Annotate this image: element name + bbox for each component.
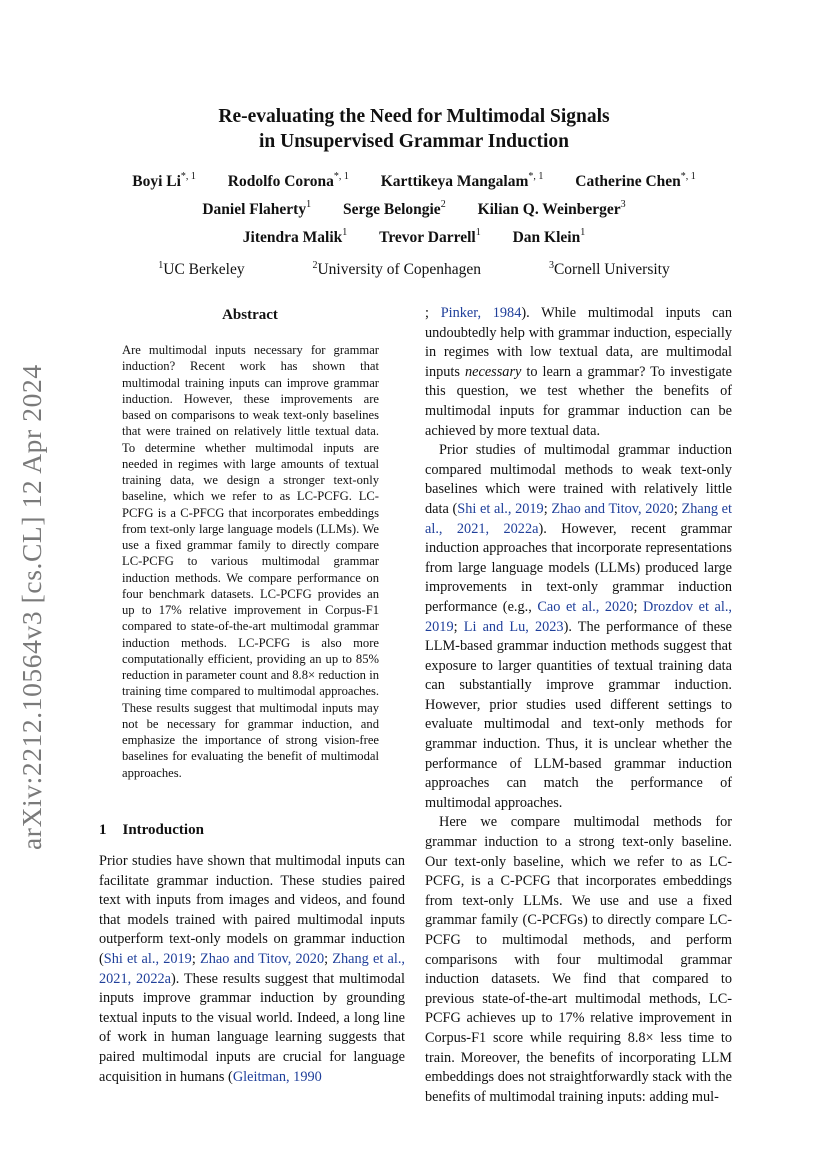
- section-number: 1: [99, 822, 107, 838]
- arxiv-identifier: arXiv:2212.10564v3 [cs.CL] 12 Apr 2024: [16, 364, 47, 850]
- intro-paragraph-3: Here we compare multimodal methods for grammar induction to a strong text-only baseline. Our text-only baseline, which we refer to as LC-PCFG, is a C-PCFG that incorporates embeddings from text-only LLMs. We use and use a fixed grammar family (C-PCFGs) to directly compare LC-PCFG to multimodal methods, and perform comparisons with four multimodal grammar induction datasets. We find that compared to previous state-of-the-art multimodal methods, LC-PCFG achieves up to 17% relative improvement in Corpus-F1 score while requiring 8.8× less time to train. Moreover, the benefits of incorporating LLM embeddings does not straightforwardly stack with the benefits of multimodal training inputs: adding mul-: [425, 814, 732, 1105]
- citation-link[interactable]: Drozdov et al., 2019: [425, 598, 732, 635]
- intro-paragraph-1-continued: ; Pinker, 1984). While multimodal inputs can undoubtedly help with grammar induction, especially in regimes with low textual data, are multimodal inputs necessary to learn a grammar? To investigate this question, we test whether the benefits of multimodal inputs for grammar induction can be achieved by more textual data.: [425, 305, 733, 439]
- citation-link[interactable]: Shi et al., 2019: [103, 950, 192, 967]
- author-row-1: [0, 168, 828, 192]
- author-row-2: [0, 196, 828, 220]
- title-line-2: in Unsupervised Grammar Induction: [258, 131, 570, 152]
- intro-paragraph-1-left: Prior studies have shown that multimodal inputs can facilitate grammar induction. These studies paired text with inputs from images and videos, and found that models trained with paired multimodal inputs outperform text-only models on grammar induction (Shi et al., 2019; Zhao and Titov, 2020; Zhang et al., 2021, 2022a). These results suggest that multimodal inputs improve grammar induction by grounding textual inputs to the visual world. Indeed, a long line of work in human language learning suggests that paired multimodal inputs are crucial for language acquisition in humans (Gleitman, 1990: [99, 853, 405, 1085]
- citation-link[interactable]: Zhang et al., 2021, 2022a: [425, 500, 732, 537]
- author: Kilian Q. Weinberger$^3$: [477, 199, 626, 219]
- title-line-1: Re-evaluating the Need for Multimodal Signals: [218, 106, 610, 127]
- author: Trevor Darrell$^1$: [379, 227, 481, 247]
- citation-link[interactable]: Gleitman, 1990: [232, 1068, 322, 1085]
- paper-title: [0, 104, 828, 154]
- citation-link[interactable]: Li and Lu, 2023: [463, 618, 564, 635]
- author: Daniel Flaherty$^1$: [202, 199, 312, 219]
- affiliation: $^2$University of Copenhagen: [312, 260, 482, 279]
- section-heading-introduction: [99, 822, 204, 839]
- author: Serge Belongie$^2$: [342, 199, 446, 219]
- intro-paragraph-2: Prior studies of multimodal grammar induction compared multimodal methods to weak text-only baselines which were trained with relatively little data (Shi et al., 2019; Zhao and Titov, 2020; Zhang et al., 2021, 2022a). However, recent grammar induction approaches that incorporate representations from large language models (LLMs) produced large improvements in text-only grammar induction performance (e.g., Cao et al., 2020; Drozdov et al., 2019; Li and Lu, 2023). The performance of these LLM-based grammar induction methods suggest that exposure to larger quantities of textual training data can substantially improve grammar induction. However, prior studies used different settings to evaluate multimodal and text-only methods for grammar induction. Thus, it is unclear whether the performance of LLM-based grammar induction approaches can match the performance of multimodal approaches.: [425, 442, 733, 811]
- author-row-3: [0, 224, 828, 248]
- citation-link[interactable]: Cao et al., 2020: [537, 598, 634, 615]
- citation-link[interactable]: Zhao and Titov, 2020: [551, 500, 674, 517]
- citation-link[interactable]: Shi et al., 2019: [457, 500, 544, 517]
- affiliation: $^1$UC Berkeley: [158, 260, 245, 279]
- abstract-heading: Abstract: [222, 307, 278, 323]
- author: Boyi $Li^{*, 1}$: [132, 171, 196, 191]
- affiliations: [0, 256, 828, 280]
- author: Rodolfo Corona$^{*, 1}$: [227, 171, 349, 191]
- author: Karttikeya Mangalam$^{*, 1}$: [380, 171, 544, 191]
- affiliation: $^3$Cornell University: [548, 260, 670, 279]
- citation-link[interactable]: Zhao and Titov, 2020: [200, 950, 325, 967]
- section-title: Introduction: [122, 822, 204, 838]
- author: Jitendra Malik$^1$: [242, 227, 348, 247]
- citation-link[interactable]: Zhang et al., 2021, 2022a: [99, 950, 405, 987]
- citation-link[interactable]: Pinker, 1984: [440, 305, 522, 321]
- author: Dan Klein$^1$: [512, 227, 586, 247]
- abstract-body: Are multimodal inputs necessary for grammar induction? Recent work has shown that multimodal training inputs can improve grammar induction. However, these improvements are based on comparisons to weak text-only baselines that were trained on relatively little textual data. To determine whether multimodal inputs are needed in regimes with large amounts of textual training data, we design a stronger text-only baseline, which we refer to as LC-PCFG. LC-PCFG is a C-PFCG that incorporates embeddings from text-only large language models (LLMs). We use a fixed grammar family to directly compare LC-PCFG to various multimodal grammar induction methods. We compare performance on four benchmark datasets. LC-PCFG provides an up to 17% relative improvement in Corpus-F1 compared to state-of-the-art multimodal grammar induction methods. LC-PCFG is also more computationally efficient, providing an up to 85% reduction in parameter count and 8.8× reduction in training time compared to multimodal approaches. These results suggest that multimodal inputs may not be necessary for grammar induction, and emphasize the importance of strong vision-free baselines for evaluating the benefit of multimodal approaches.: [122, 343, 379, 780]
- author: Catherine Chen$^{*, 1}$: [575, 171, 696, 191]
- right-column-body: [425, 304, 732, 1107]
